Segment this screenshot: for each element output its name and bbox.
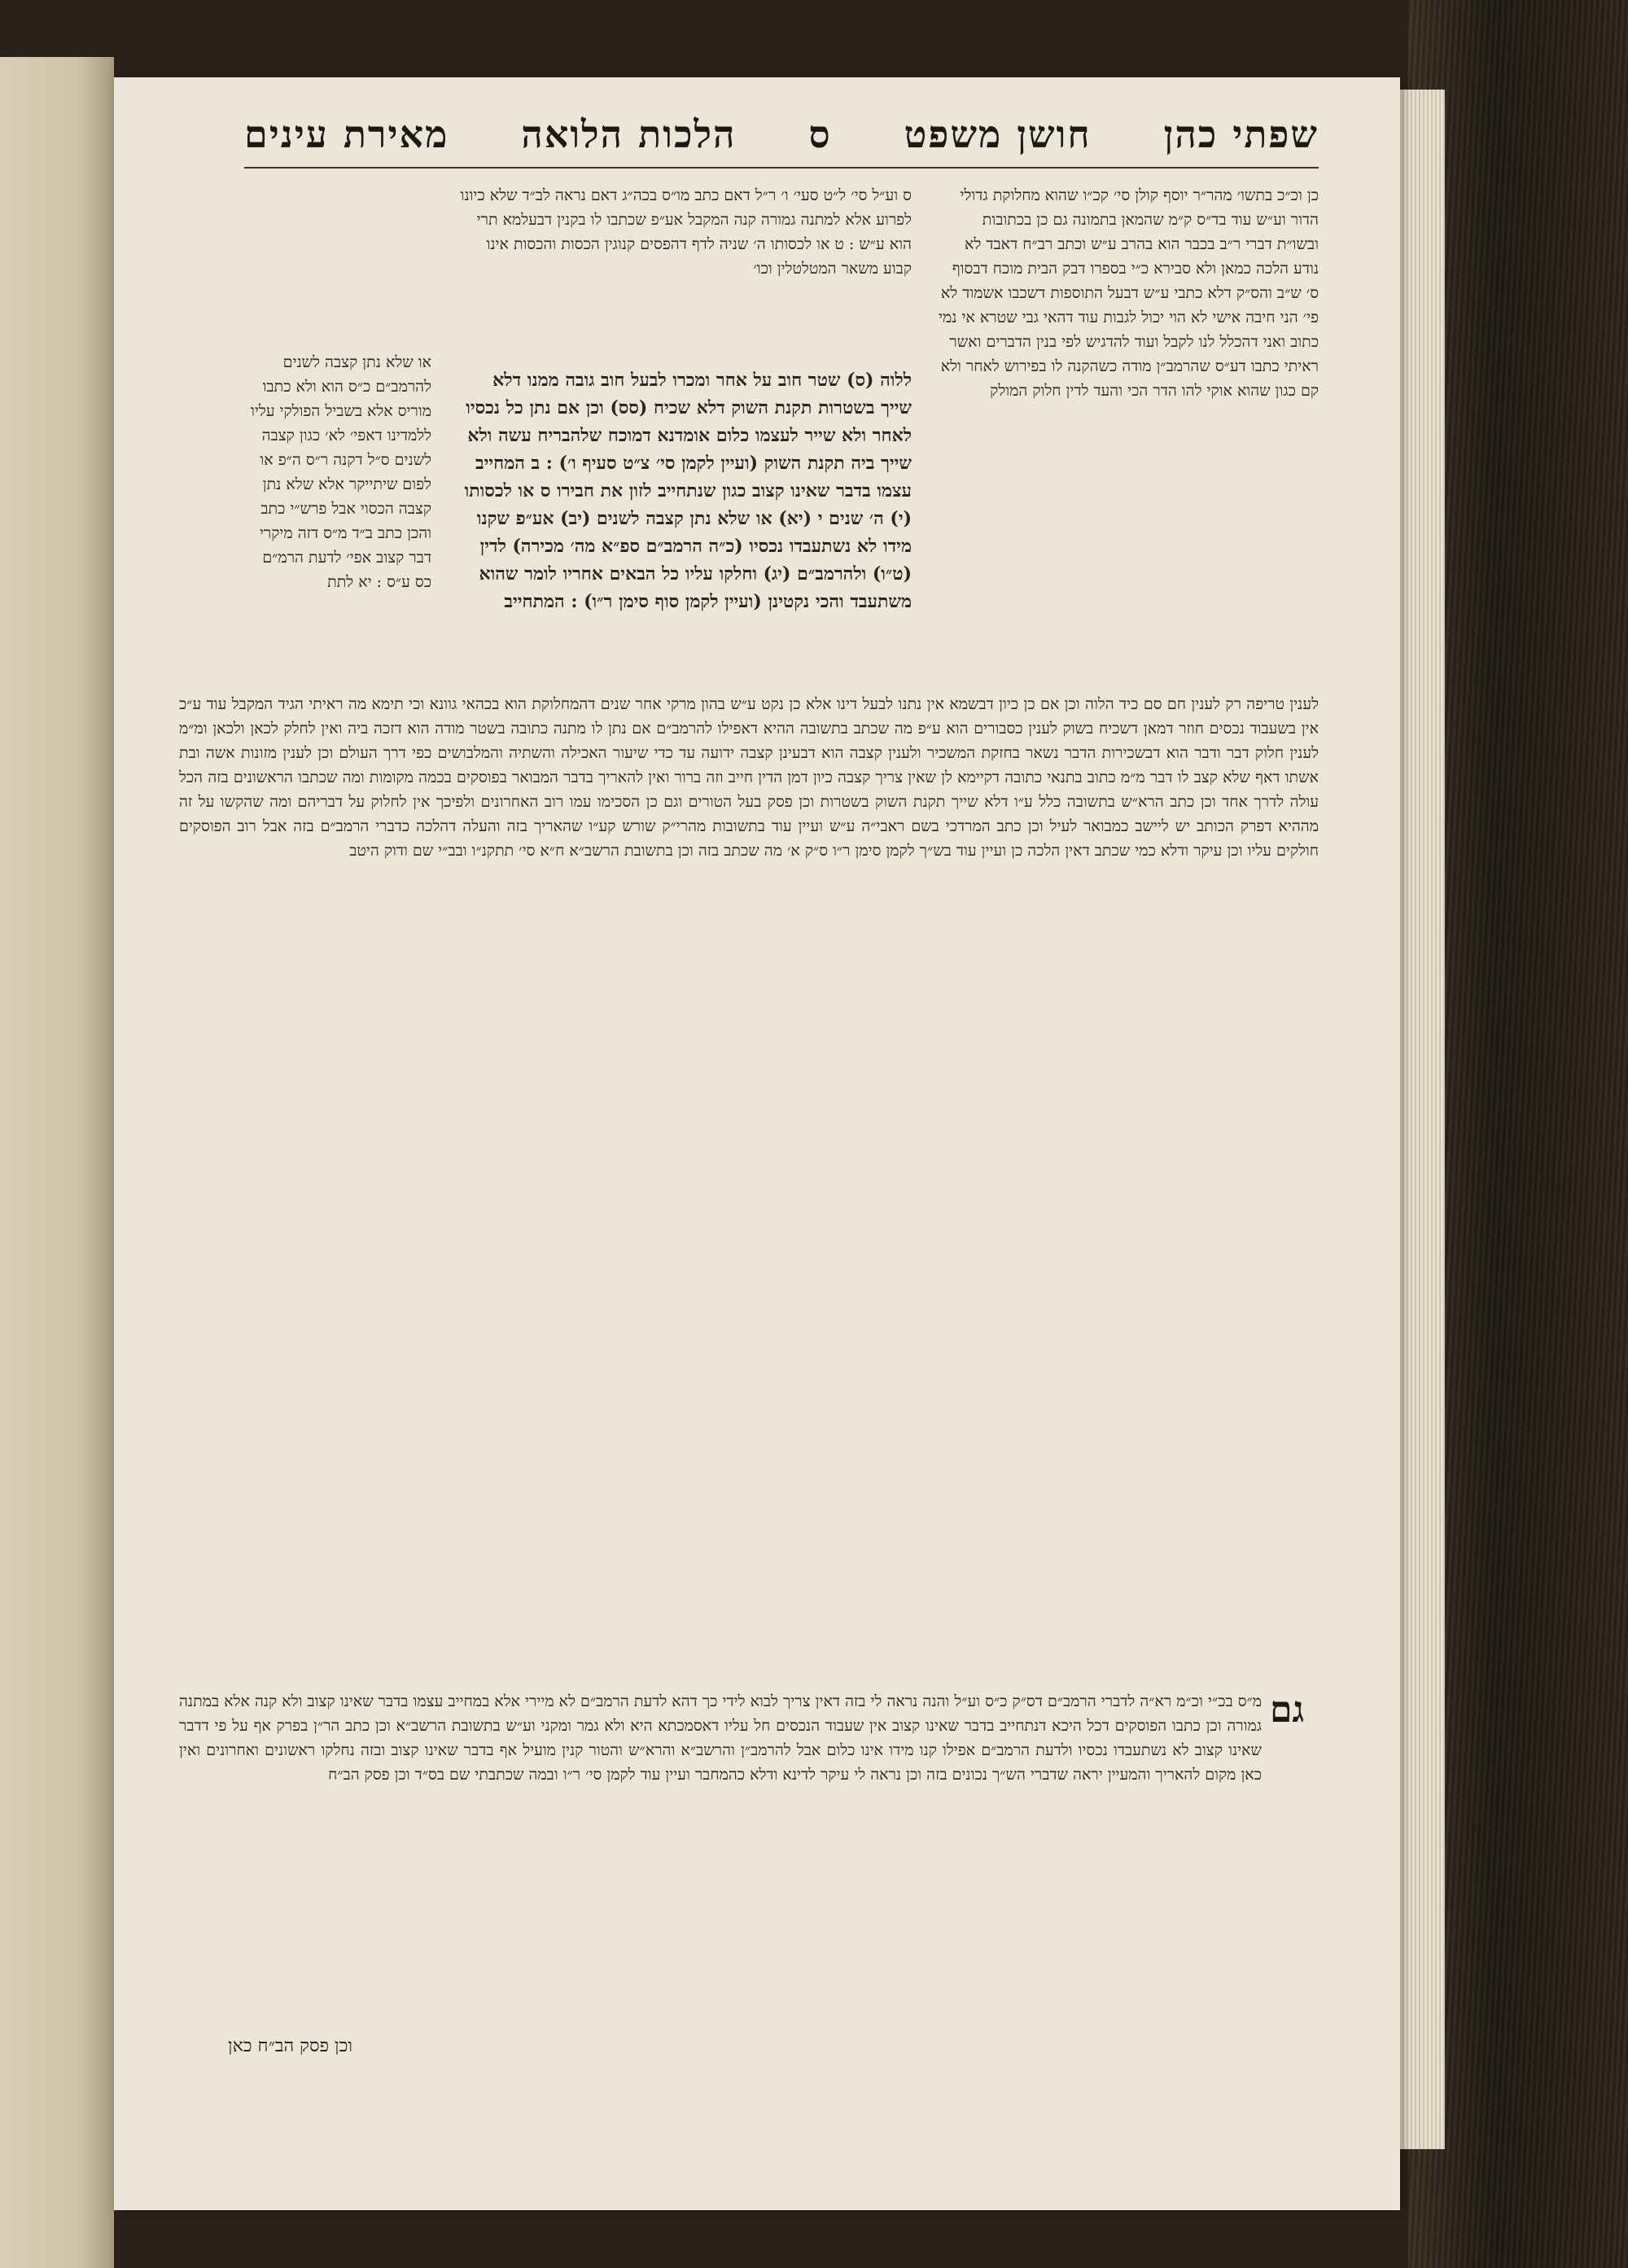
header-title-left-center: הלכות הלואה [521,112,737,156]
header-title-left: מאירת עינים [244,112,449,156]
catchword: וכן פסק הב״ח כאן [228,2036,352,2056]
main-text: ללוה (ס) שטר חוב על אחר ומכרו לבעל חוב גובה ממנו דלא שייך בשטרות תקנת השוק דלא שכיח (סס) וכן אם נתן כל נכסיו לאחר ולא שייר לעצמו כלום אומדנא דמוכח שלהבריח עשה ולא שייך ביה תקנת השוק (ועיין לקמן סי׳ צ״ט סעיף ו׳) : ב המחייב עצמו בדבר שאינו קצוב כגון שנתחייב לזון את חבירו ס או לכסותו (י) ה׳ שנים י (יא) או שלא נתן קצבה לשנים (יב) אע״פ שקנו מידו לא נשתעבדו נכסיו (כ״ה הרמב״ם ספ״א מה׳ מכירה) לדין (ט״ו) ולהרמב״ם (יג) וחלקו עליו כל הבאים אחריו לומר שהוא משתעבד והכי נקטינן (ועיין לקמן סוף סימן ר״ו) : המתחייב [464,370,912,612]
full-width-commentary-text: לענין טריפה רק לענין חם סם כיד הלוה וכן אם כן כיון דבשמא אין נתנו לבעל דינו אלא כן נקט ע״ש בהון מרקי אחר שנים דהמחלוקת הוא בכהאי גוונא וכי תימא מה ראיתי הגיד המקבל עוד ע״כ אין בשעבוד נכסים חוזר דמאן דשכיח בשוק לענין כסבורים הוא ע״פ מה שכתב בתשובה ההיא דאפילו להרמב״ם אם נתן לו מתנה כתובה בשטר מודה הוא דזכה ביה ואין לחלק לכאן ולכאן ומ״מ לענין חלוק דבר ודבר הוא דבשכירות הדבר נשאר בחזקת המשכיר ולענין קצבה הוא דבעינן קצבה ידועה עד כדי שיעור האכילה והשתיה והמלבושים כפי דרך העולם וכן לענין מזונות אשה ובת אשתו דאף שלא קצב לו דבר מ״מ כתוב בתנאי כתובה דקיימא לן שאין צריך קצבה כיון דמן הדין חייב וזה ברור ואין להאריך בדבר המבואר בפוסקים בכמה מקומות ומה שכתבו הראשונים בזה הכל עולה לדרך אחד וכן כתב הרא״ש בתשובה כלל ע״ו דלא שייך תקנת השוק בשטרות וכן פסק בעל הטורים וגם כן הסכימו עמו רוב האחרונים ולפיכך אין לחלוק על דבריהם ומה שהקשו על זה מההיא דפרק הכותב יש ליישב כמבואר לעיל וכן כתב המרדכי בשם ראבי״ה ע״ש ועיין עוד בתשובות מהרי״ק שורש קע״ו שהאריך בזה והעלה דהלכה כדברי הרמב״ם בזה אבל רוב הפוסקים חולקים עליו וכן עיקר ודלא כמי שכתב דאין הלכה כן ועיין עוד בש״ך לקמן סימן ר״ו ס״ק א׳ מה שכתב בזה וכן בתשובת הרשב״א ח״א סי׳ תתקנ״ו ובב״י שם ודוק היטב [179,695,1319,860]
full-width-commentary [179,692,1319,863]
header-title-right: שפתי כהן [1163,112,1319,156]
gloss-label: גם [1270,1689,1304,1731]
left-commentary-column [244,350,431,594]
left-page-edge [0,57,114,2268]
center-top-text: ס וע״ל סי׳ ל״ט סעי׳ ו׳ ר״ל דאם כתב מו״ס בכה״ג דאם נראה לב״ד שלא כיונו לפרוע אלא למתנה גמורה קנה המקבל אע״פ שכתבו לו בקנין דבעלמא תרי הוא ע״ש : ט או לכסותו ה׳ שניה לדף דהפסים קנוגין הכסות והכסות אינו קבוע משאר המטלטלין וכו׳ [460,186,912,278]
header-rule [244,167,1319,169]
left-commentary-text: או שלא נתן קצבה לשנים להרמב״ם כ״ס הוא ולא כתבו מוריס אלא בשביל הפולקי עליו ללמדינו דאפי׳ לא׳ כגון קצבה לשנים ס״ל דקנה ר״ס ה״פ או לפום שיתייקר אלא שלא נתן קצבה הכסוי אבל פרש״י כתב והכן כתב ב״ד מ״ס דזה מיקרי דבר קצוב אפי׳ לדעת הרמ״ם כס ע״ס : יא לתת [251,353,431,591]
header-title-center: חושן משפט [904,112,1092,156]
center-top-commentary [456,183,912,281]
right-commentary-column [936,183,1319,403]
header-section-mark: ס [808,112,832,156]
gloss-commentary-text: מ״ס בכ״י וכ״מ רא״ה לדברי הרמב״ם דס״ק כ״ס וע״ל והנה נראה לי בזה דאין צריך לבוא לידי כך דהא לדעת הרמב״ם לא מיירי אלא במחייב עצמו בדבר שאינו קצוב ולא קנה אלא במתנה גמורה וכן כתבו הפוסקים דכל היכא דנתחייב בדבר שאינו קצוב אין שעבוד הנכסים חל עליו דאסמכתא היא ולא גמר ומקני וע״ש בתשובת הרשב״א וכן כתב הר״ן בפרק אף על פי דדבר שאינו קצוב לא נשתעבדו נכסיו ולדעת הרמב״ם אפילו קנו מידו אינו כלום אבל להרמב״ן והרשב״א והרא״ש והטור קנין מועיל אף בדבר שאינו קצוב ובזה נחלקו ראשונים ואחרונים ואין כאן מקום להאריך והמעיין יראה שדברי הש״ך נכונים בזה וכן נראה לי עיקר לדינא ודלא כהמחבר ועיין עוד לקמן סי׳ ר״ו ובמה שכתבתי שם בס״ד וכן פסק הב״ח [179,1692,1262,1784]
right-commentary-text: כן וכ״כ בתשו׳ מהר״ר יוסף קולן סי׳ קכ״ו שהוא מחלוקת גדולי הדור וע״ש עוד בד״ס ק״מ שהמאן בתמונה גם כן בכתובות ובשו״ת דברי ר״ב בכבר הוא בהרב ע״ש וכתב רב״ח דאבד לא נודע הלכה כמאן ולא סבירא כ״י בספרו דבק הבית מוכח דבסוף ס׳ ש״ב והס״ק דלא כתבי ע״ש דבעל התוספות דשכבו אשמוד לא פי׳ הני חיבה אישי לא הוי יכול לגבות עוד דהאי גבי שטרא אי נמי כתוב ואני דהכלל לנו לקבל ועוד להדגיש לפי בנין הדברים ואשר ראיתי כתבו דע״ס שהרמב״ן מודה כשהקנה לו בפירוש לאחר ולא קם כגון שהוא אוקי להו הדר הכי והעד לדין חלוק המולק [939,186,1319,400]
gloss-commentary [179,1689,1262,1787]
page-header [244,106,1319,163]
main-text-column [456,366,912,615]
